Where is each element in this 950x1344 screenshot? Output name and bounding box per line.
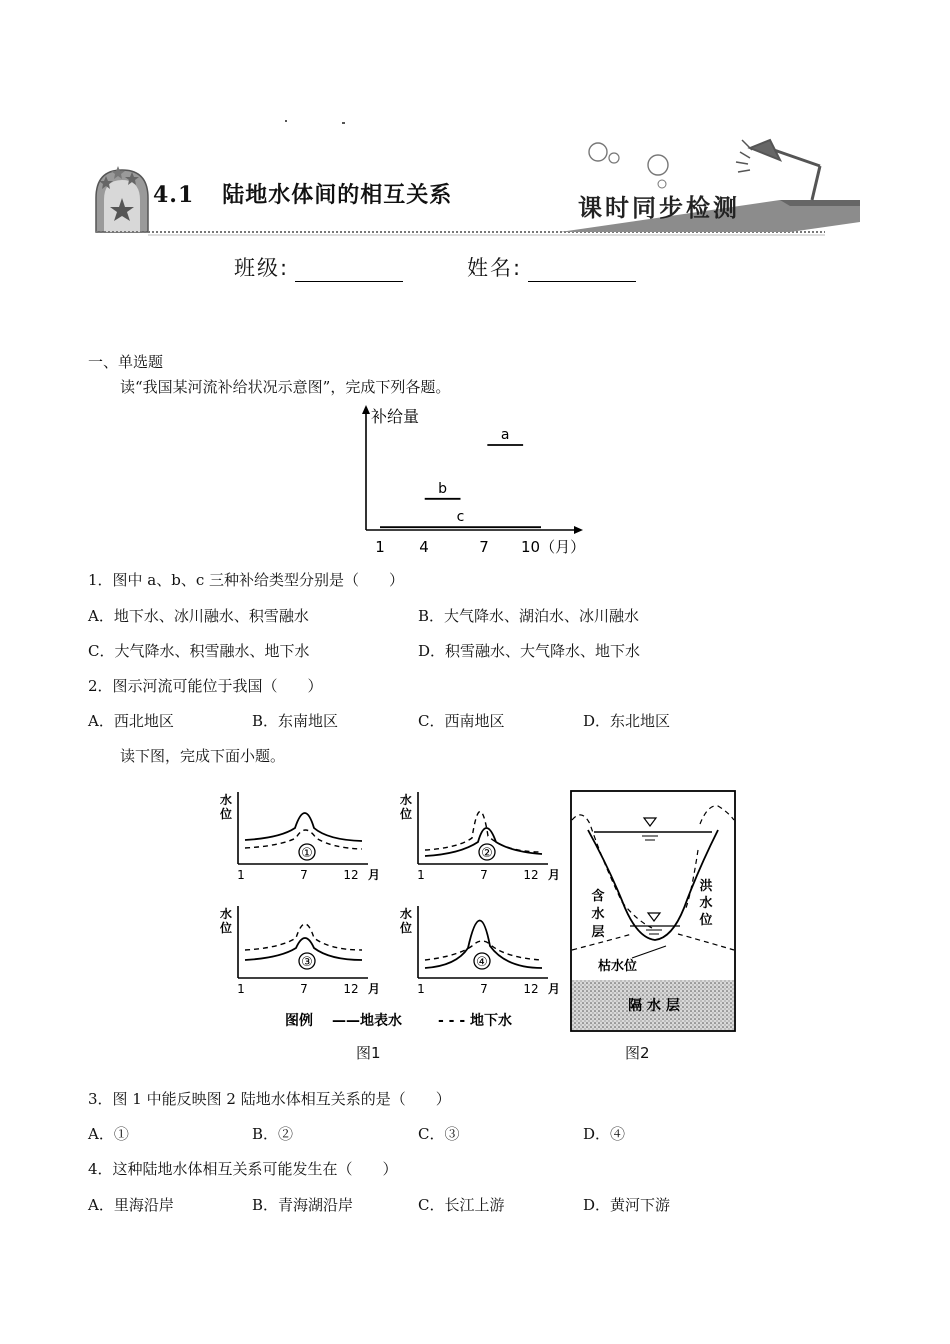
svg-text:12: 12 <box>343 982 359 996</box>
svg-text:7: 7 <box>300 868 308 882</box>
hydrograph-panel-1 <box>219 792 380 882</box>
x-tick-label: 1 <box>375 538 385 556</box>
lesson-number: 4.1 <box>153 182 195 208</box>
svg-text:枯水位: 枯水位 <box>598 959 638 974</box>
x-tick-label: 7 <box>479 538 489 556</box>
series-label-c: c <box>456 509 465 526</box>
svg-text:12: 12 <box>523 982 539 996</box>
q1-option-b[interactable]: B．大气降水、湖泊水、冰川融水 <box>418 607 640 625</box>
series-label-b: b <box>438 480 448 497</box>
q4-stem: 4．这种陆地水体相互关系可能发生在（ ） <box>88 1160 398 1178</box>
supply-chart <box>355 400 600 560</box>
chart-ylabel: 补给量 <box>371 407 420 426</box>
star-emblem-icon <box>96 166 148 232</box>
svg-text:位: 位 <box>220 807 233 821</box>
name-blank[interactable] <box>528 260 636 282</box>
svg-text:含: 含 <box>591 889 605 904</box>
svg-text:位: 位 <box>220 921 233 935</box>
section-title: 一、单选题 <box>88 353 164 371</box>
lesson-title: 陆地水体间的相互关系 <box>222 182 453 208</box>
passage-1: 读“我国某河流补给状况示意图”，完成下列各题。 <box>120 378 451 396</box>
q2-option-b[interactable]: B．东南地区 <box>252 712 339 730</box>
q1-stem: 1．图中 a、b、c 三种补给类型分别是（ ） <box>88 571 405 589</box>
svg-text:月: 月 <box>548 868 560 882</box>
hydrograph-panel-2 <box>399 792 560 882</box>
figure-2 <box>570 790 736 1032</box>
q3-option-c[interactable]: C．③ <box>418 1125 460 1143</box>
q3-stem: 3．图 1 中能反映图 2 陆地水体相互关系的是（ ） <box>88 1090 451 1108</box>
svg-text:③: ③ <box>301 955 313 970</box>
passage-2: 读下图，完成下面小题。 <box>120 747 286 765</box>
q4-option-c[interactable]: C．长江上游 <box>418 1196 505 1214</box>
banner-label: 课时同步检测 <box>578 194 740 222</box>
svg-text:层: 层 <box>591 925 605 940</box>
desk-lamp-icon <box>736 140 820 200</box>
class-blank[interactable] <box>295 260 403 282</box>
figure-1-caption: 图1 <box>356 1044 381 1062</box>
svg-text:水: 水 <box>220 907 233 921</box>
q2-stem: 2．图示河流可能位于我国（ ） <box>88 677 323 695</box>
figure-1-legend <box>285 1012 512 1029</box>
svg-text:①: ① <box>301 846 313 861</box>
svg-text:7: 7 <box>480 868 488 882</box>
svg-text:隔 水 层: 隔 水 层 <box>628 998 680 1014</box>
svg-text:12: 12 <box>523 868 539 882</box>
q1-option-c[interactable]: C．大气降水、积雪融水、地下水 <box>88 642 310 660</box>
q3-option-a[interactable]: A．① <box>88 1125 129 1143</box>
svg-text:1: 1 <box>237 868 245 882</box>
svg-text:水: 水 <box>400 907 413 921</box>
x-tick-label: 4 <box>419 538 429 556</box>
q3-option-d[interactable]: D．④ <box>583 1125 626 1143</box>
q2-option-d[interactable]: D．东北地区 <box>583 712 671 730</box>
y-axis-arrow <box>362 405 370 414</box>
svg-text:位: 位 <box>400 807 413 821</box>
q2-option-c[interactable]: C．西南地区 <box>418 712 505 730</box>
hydrograph-panel-3 <box>219 906 380 996</box>
name-field <box>467 252 636 282</box>
q1-option-d[interactable]: D．积雪融水、大气降水、地下水 <box>418 642 641 660</box>
svg-text:水: 水 <box>220 793 233 807</box>
svg-text:水: 水 <box>591 907 605 922</box>
svg-text:1: 1 <box>417 982 425 996</box>
q4-option-a[interactable]: A．里海沿岸 <box>88 1196 174 1214</box>
svg-text:位: 位 <box>400 921 413 935</box>
svg-text:洪: 洪 <box>699 879 713 894</box>
name-label: 姓名: <box>467 256 523 280</box>
svg-text:月: 月 <box>368 868 381 882</box>
svg-text:12: 12 <box>343 868 359 882</box>
svg-text:7: 7 <box>300 982 308 996</box>
q2-option-a[interactable]: A．西北地区 <box>88 712 174 730</box>
figure-2-caption: 图2 <box>625 1044 650 1062</box>
svg-text:1: 1 <box>417 868 425 882</box>
q4-option-d[interactable]: D．黄河下游 <box>583 1196 671 1214</box>
class-label: 班级: <box>234 256 290 280</box>
svg-text:- - - 地下水: - - - 地下水 <box>438 1013 513 1029</box>
q4-option-b[interactable]: B．青海湖沿岸 <box>252 1196 354 1214</box>
x-tick-label: 10（月） <box>521 538 586 556</box>
bubble-icon <box>589 143 607 161</box>
svg-text:水: 水 <box>400 793 413 807</box>
svg-text:④: ④ <box>476 955 488 970</box>
svg-text:水: 水 <box>699 896 713 911</box>
svg-text:图例: 图例 <box>285 1013 313 1029</box>
svg-text:位: 位 <box>699 913 713 928</box>
svg-text:——地表水: ——地表水 <box>332 1013 402 1029</box>
svg-text:1: 1 <box>237 982 245 996</box>
svg-text:7: 7 <box>480 982 488 996</box>
q1-option-a[interactable]: A．地下水、冰川融水、积雪融水 <box>88 607 309 625</box>
page-title <box>153 178 452 209</box>
series-label-a: a <box>500 427 510 443</box>
svg-text:月: 月 <box>548 982 560 996</box>
figure-1 <box>210 782 560 1042</box>
x-axis-arrow <box>574 526 583 534</box>
svg-text:月: 月 <box>368 982 381 996</box>
class-field <box>234 252 403 282</box>
q3-option-b[interactable]: B．② <box>252 1125 294 1143</box>
svg-text:②: ② <box>481 846 493 861</box>
hydrograph-panel-4 <box>399 906 560 996</box>
